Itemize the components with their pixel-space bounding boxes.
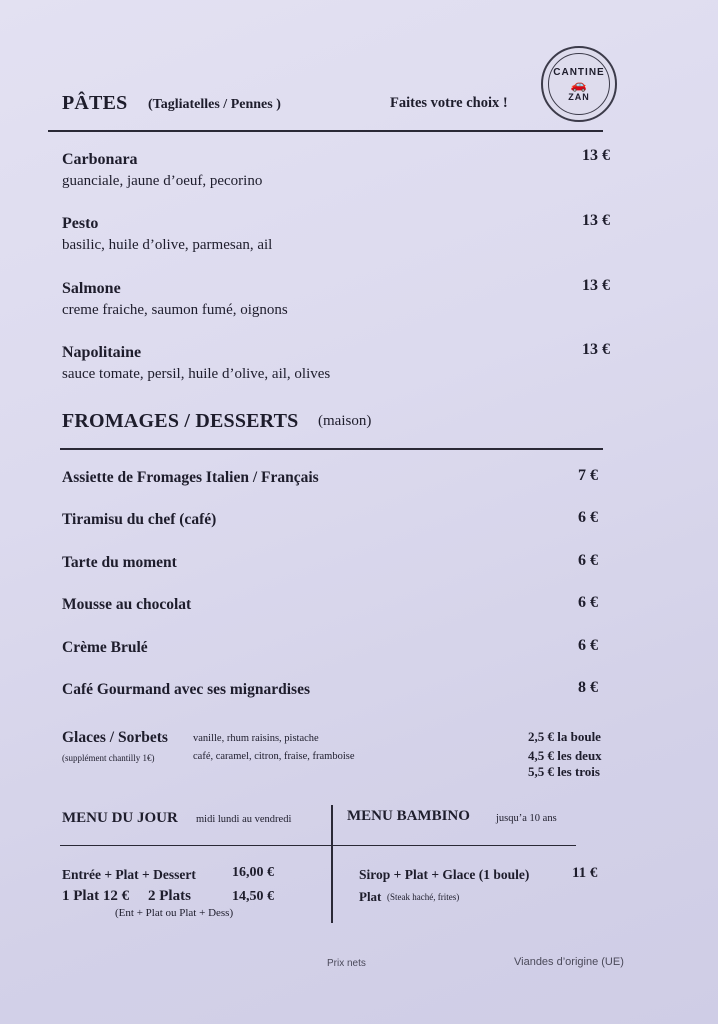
logo-top-text: CANTINE <box>553 66 605 78</box>
glaces-price: 5,5 € les trois <box>528 764 600 779</box>
restaurant-logo <box>541 46 617 122</box>
pasta-desc: guanciale, jaune d’oeuf, pecorino <box>62 173 263 189</box>
divider <box>60 448 603 450</box>
dessert-price: 6 € <box>578 552 598 569</box>
menu-bambino-title: MENU BAMBINO <box>347 808 470 824</box>
glaces-price: 4,5 € les deux <box>528 748 602 763</box>
dessert-price: 6 € <box>578 637 598 654</box>
menu-jour-note: (Ent + Plat ou Plat + Dess) <box>115 907 234 919</box>
dessert-name: Assiette de Fromages Italien / Français <box>62 469 319 486</box>
logo-bottom-text: ZAN <box>568 91 590 102</box>
menu-jour-line2b: 2 Plats <box>148 888 191 904</box>
divider <box>60 845 576 846</box>
dessert-name: Mousse au chocolat <box>62 596 192 613</box>
pasta-price: 13 € <box>582 341 610 358</box>
dessert-price: 6 € <box>578 594 598 611</box>
pasta-desc: creme fraiche, saumon fumé, oignons <box>62 302 288 318</box>
pasta-name: Pesto <box>62 215 99 232</box>
glaces-flavors: café, caramel, citron, fraise, framboise <box>193 751 355 762</box>
car-icon: 🚗 <box>570 76 588 92</box>
menu-bambino-price: 11 € <box>572 865 598 881</box>
pasta-name: Carbonara <box>62 151 138 168</box>
pasta-price: 13 € <box>582 212 610 229</box>
divider <box>48 130 603 132</box>
menu-jour-title: MENU DU JOUR <box>62 810 178 826</box>
pates-choice-text: Faites votre choix ! <box>390 95 508 111</box>
pasta-desc: sauce tomate, persil, huile d’olive, ail, olives <box>62 366 331 382</box>
pates-subtitle: (Tagliatelles / Pennes ) <box>148 97 281 112</box>
dessert-price: 7 € <box>578 467 598 484</box>
glaces-price: 2,5 € la boule <box>528 729 601 744</box>
dessert-price: 6 € <box>578 509 598 526</box>
desserts-title: FROMAGES / DESSERTS <box>62 410 299 432</box>
dessert-name: Tiramisu du chef (café) <box>62 511 217 528</box>
pates-title: PÂTES <box>62 92 128 114</box>
menu-jour-line1: Entrée + Plat + Dessert <box>62 867 196 882</box>
menu-divider <box>331 805 333 923</box>
pasta-desc: basilic, huile d’olive, parmesan, ail <box>62 237 273 253</box>
menu-bambino-note: (Steak haché, frites) <box>387 892 460 902</box>
desserts-subtitle: (maison) <box>318 413 372 429</box>
menu-bambino-line2: Plat <box>359 889 382 904</box>
pasta-price: 13 € <box>582 147 610 164</box>
pasta-name: Napolitaine <box>62 344 142 361</box>
glaces-flavors: vanille, rhum raisins, pistache <box>193 733 319 744</box>
menu-jour-line2a: 1 Plat 12 € <box>62 888 130 904</box>
menu-jour-subtitle: midi lundi au vendredi <box>196 814 292 825</box>
pasta-price: 13 € <box>582 277 610 294</box>
dessert-price: 8 € <box>578 679 598 696</box>
dessert-name: Crème Brulé <box>62 639 148 656</box>
pasta-name: Salmone <box>62 280 121 297</box>
glaces-note: (supplément chantilly 1€) <box>62 753 155 763</box>
menu-bambino-line1: Sirop + Plat + Glace (1 boule) <box>359 867 530 882</box>
footer-prix: Prix nets <box>327 958 366 969</box>
menu-jour-price: 14,50 € <box>232 889 274 904</box>
footer-origine: Viandes d’origine (UE) <box>514 956 624 968</box>
menu-jour-price: 16,00 € <box>232 865 274 880</box>
dessert-name: Tarte du moment <box>62 554 177 571</box>
dessert-name: Café Gourmand avec ses mignardises <box>62 681 310 698</box>
menu-bambino-subtitle: jusqu’a 10 ans <box>496 813 557 824</box>
glaces-name: Glaces / Sorbets <box>62 729 168 746</box>
